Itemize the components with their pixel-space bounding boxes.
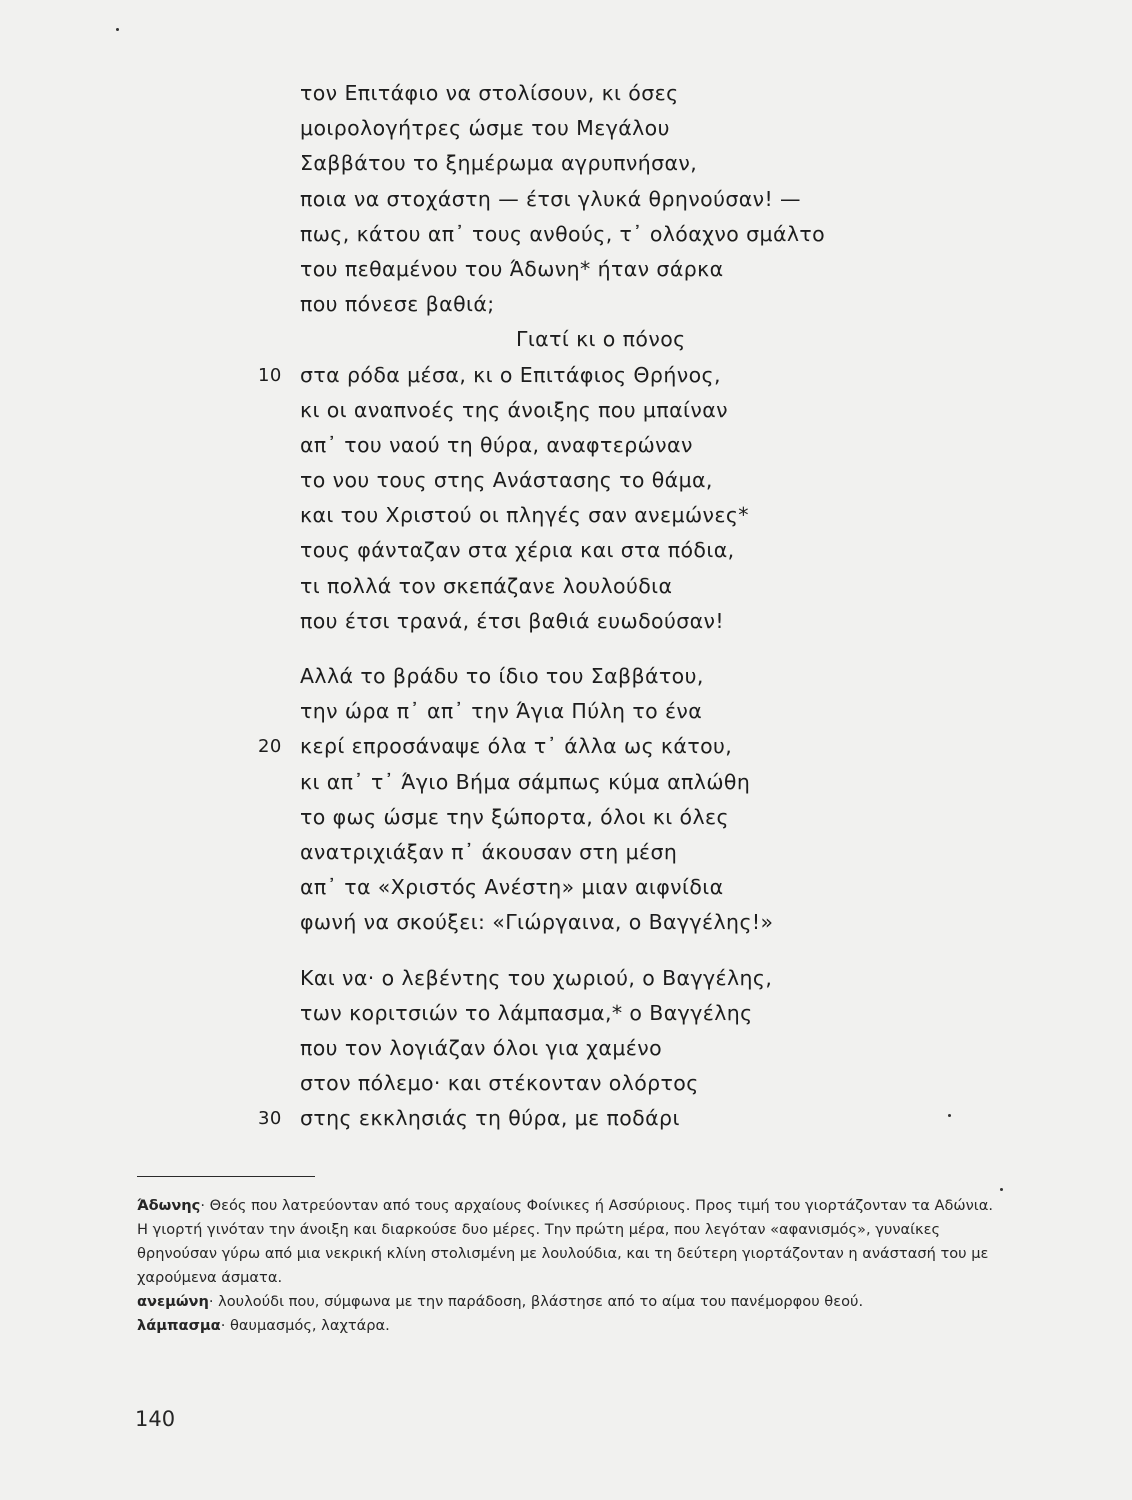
verse-text: στον πόλεμο· και στέκονταν ολόρτος [300,1071,699,1096]
verse-line [300,961,920,996]
stanza [258,76,920,639]
verse-text: ανατριχιάξαν π᾽ άκουσαν στη μέση [300,839,678,864]
footnotes [137,1194,1007,1338]
verse-line [300,111,920,146]
verse-line [258,1101,920,1136]
verse-text: Αλλά το βράδυ το ίδιο του Σαββάτου, [300,664,704,688]
footnote-term: λάμπασμα [137,1317,221,1334]
verse-line [300,1031,920,1066]
verse-line [300,694,920,729]
footnote [137,1194,1007,1290]
footnote-divider [137,1176,315,1177]
verse-line [300,1066,920,1101]
verse-text: που έτσι τρανά, έτσι βαθιά ευωδούσαν! [300,608,724,633]
verse-line [300,287,920,322]
verse-line [300,393,920,428]
verse-line [300,182,920,217]
verse-line [300,76,920,111]
stanza [258,961,920,1137]
verse-text: του πεθαμένου του Άδωνη* ήταν σάρκα [300,256,724,281]
verse-line [300,463,920,498]
verse-line [300,835,920,870]
verse-text: που πόνεσε βαθιά; [300,292,495,317]
verse-text: απ᾽ τα «Χριστός Ανέστη» μιαν αιφνίδια [300,875,724,900]
line-number: 10 [258,364,282,386]
verse-text: την ώρα π᾽ απ᾽ την Άγια Πύλη το ένα [300,699,703,724]
verse-text: το νου τους στης Ανάστασης το θάμα, [300,468,713,493]
line-number: 20 [258,736,282,758]
verse-text: φωνή να σκούξει: «Γιώργαινα, ο Βαγγέλης!» [300,910,774,935]
verse-text: τον Επιτάφιο να στολίσουν, κι όσες [300,81,679,105]
stanza [258,659,920,941]
dust-speck [948,1114,951,1117]
poem-text [258,76,920,1156]
footnote-term: ανεμώνη [137,1293,209,1310]
verse-text: ποια να στοχάστη — έτσι γλυκά θρηνούσαν! — [300,186,801,211]
verse-line [300,604,920,639]
footnote-definition: · θαυμασμός, λαχτάρα. [220,1317,390,1334]
verse-text: Και να· ο λεβέντης του χωριού, ο Βαγγέλης, [300,965,773,990]
footnote-term: Άδωνης [137,1197,201,1214]
line-number: 30 [258,1108,282,1130]
page-number: 140 [135,1407,176,1431]
verse-text: κι απ᾽ τ᾽ Άγιο Βήμα σάμπως κύμα απλώθη [300,769,751,794]
verse-line [300,322,920,357]
verse-text: τι πολλά τον σκεπάζανε λουλούδια [300,573,673,598]
verse-text: πως, κάτου απ᾽ τους ανθούς, τ᾽ ολόαχνο σμάλτο [300,221,826,246]
verse-text: και του Χριστού οι πληγές σαν ανεμώνες* [300,503,749,528]
verse-text: των κοριτσιών το λάμπασμα,* ο Βαγγέλης [300,1000,753,1025]
verse-line [300,146,920,181]
verse-text: στα ρόδα μέσα, κι ο Επιτάφιος Θρήνος, [300,362,721,387]
verse-line [300,569,920,604]
verse-line [258,729,920,764]
verse-text: που τον λογιάζαν όλοι για χαμένο [300,1035,663,1060]
verse-line [300,905,920,940]
dust-speck [116,28,119,31]
dust-speck [1000,1188,1003,1191]
verse-line [300,428,920,463]
verse-line [300,800,920,835]
footnote-definition: · λουλούδι που, σύμφωνα με την παράδοση, βλάστησε από το αίμα του πανέμορφου θεού. [208,1293,864,1310]
verse-line [300,252,920,287]
footnote-definition: · Θεός που λατρεύονταν από τους αρχαίους Φοίνικες ή Ασσύριους. Προς τιμή του γιορτάζονταν τα Αδώνια. Η γιορτή γινόταν την άνοιξη και διαρκούσε δυο μέρες. Την πρώτη μέρα, που λεγόταν «αφανισμός», γυναίκες θρηνούσαν γύρω από μια νεκρική κλίνη στολισμένη με λουλούδια, και τη δεύτερη γιορτάζονταν η ανάστασή του με χαρούμενα άσματα. [137,1197,993,1286]
verse-line [300,765,920,800]
verse-text: μοιρολογήτρες ώσμε του Μεγάλου [300,116,670,141]
verse-text: κερί επροσάναψε όλα τ᾽ άλλα ως κάτου, [300,734,733,759]
verse-line [300,996,920,1031]
verse-line [258,358,920,393]
verse-text: κι οι αναπνοές της άνοιξης που μπαίναν [300,397,728,422]
verse-line [300,533,920,568]
verse-line [300,659,920,694]
verse-line [300,870,920,905]
verse-text: το φως ώσμε την ξώπορτα, όλοι κι όλες [300,804,729,829]
verse-line [300,217,920,252]
verse-text: στης εκκλησιάς τη θύρα, με ποδάρι [300,1106,680,1131]
verse-text: απ᾽ του ναού τη θύρα, αναφτερώναν [300,432,693,457]
footnote [137,1290,1007,1314]
verse-line [300,498,920,533]
footnote [137,1314,1007,1338]
verse-text: Γιατί κι ο πόνος [516,327,686,352]
verse-text: Σαββάτου το ξημέρωμα αγρυπνήσαν, [300,151,698,176]
verse-text: τους φάνταζαν στα χέρια και στα πόδια, [300,538,735,563]
